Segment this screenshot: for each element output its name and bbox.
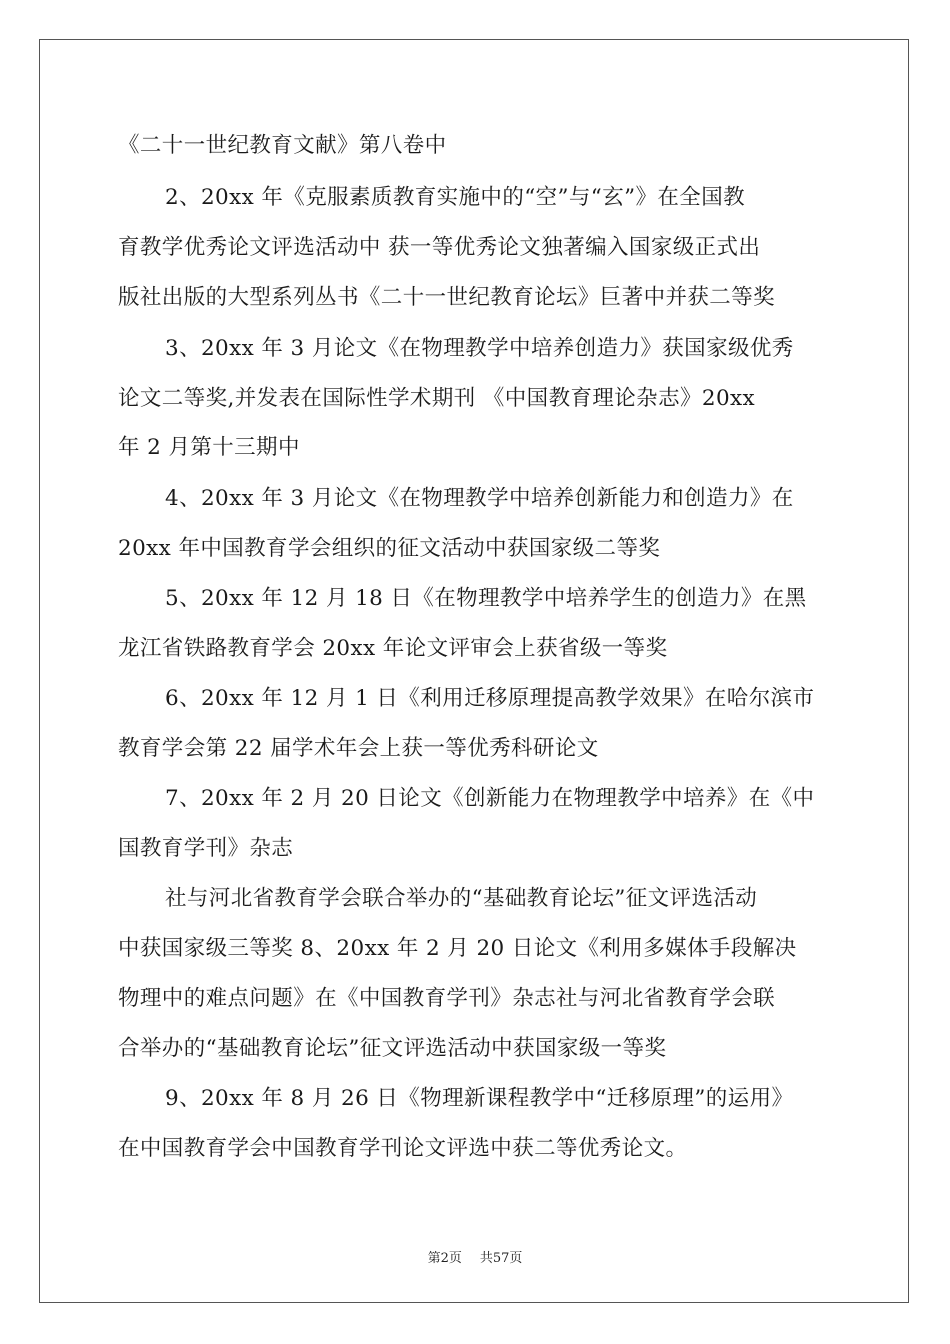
text-line: 年 2 月第十三期中 — [118, 435, 300, 460]
text-line: 合举办的“基础教育论坛”征文评选活动中获国家级一等奖 — [118, 1036, 667, 1061]
page-footer — [0, 1247, 950, 1266]
page-total: 共57页 — [479, 1251, 523, 1266]
text-line: 7、20xx 年 2 月 20 日论文《创新能力在物理教学中培养》在《中 — [165, 786, 815, 811]
text-line: 教育学会第 22 届学术年会上获一等优秀科研论文 — [118, 736, 599, 761]
text-line: 9、20xx 年 8 月 26 日《物理新课程教学中“迁移原理”的运用》 — [165, 1086, 794, 1111]
text-line: 中获国家级三等奖 8、20xx 年 2 月 20 日论文《利用多媒体手段解决 — [118, 936, 797, 961]
text-line: 论文二等奖,并发表在国际性学术期刊 《中国教育理论杂志》20xx — [118, 386, 756, 411]
text-line: 4、20xx 年 3 月论文《在物理教学中培养创新能力和创造力》在 — [165, 486, 794, 511]
text-line: 社与河北省教育学会联合举办的“基础教育论坛”征文评选活动 — [165, 886, 758, 911]
text-line: 2、20xx 年《克服素质教育实施中的“空”与“玄”》在全国教 — [165, 185, 745, 210]
text-line: 育教学优秀论文评选活动中 获一等优秀论文独著编入国家级正式出 — [118, 235, 761, 260]
text-line: 龙江省铁路教育学会 20xx 年论文评审会上获省级一等奖 — [118, 636, 668, 661]
text-line: 物理中的难点问题》在《中国教育学刊》杂志社与河北省教育学会联 — [118, 986, 776, 1011]
text-line: 《二十一世纪教育文献》第八卷中 — [118, 133, 447, 158]
page-number: 第2页 — [427, 1251, 462, 1266]
text-line: 国教育学刊》杂志 — [118, 836, 294, 861]
text-line: 3、20xx 年 3 月论文《在物理教学中培养创造力》获国家级优秀 — [165, 336, 794, 361]
text-line: 20xx 年中国教育学会组织的征文活动中获国家级二等奖 — [118, 536, 661, 561]
text-line: 版社出版的大型系列丛书《二十一世纪教育论坛》巨著中并获二等奖 — [118, 285, 776, 310]
text-line: 6、20xx 年 12 月 1 日《利用迁移原理提高教学效果》在哈尔滨市 — [165, 686, 815, 711]
text-line: 在中国教育学会中国教育学刊论文评选中获二等优秀论文。 — [118, 1136, 688, 1161]
text-line: 5、20xx 年 12 月 18 日《在物理教学中培养学生的创造力》在黑 — [165, 586, 807, 611]
